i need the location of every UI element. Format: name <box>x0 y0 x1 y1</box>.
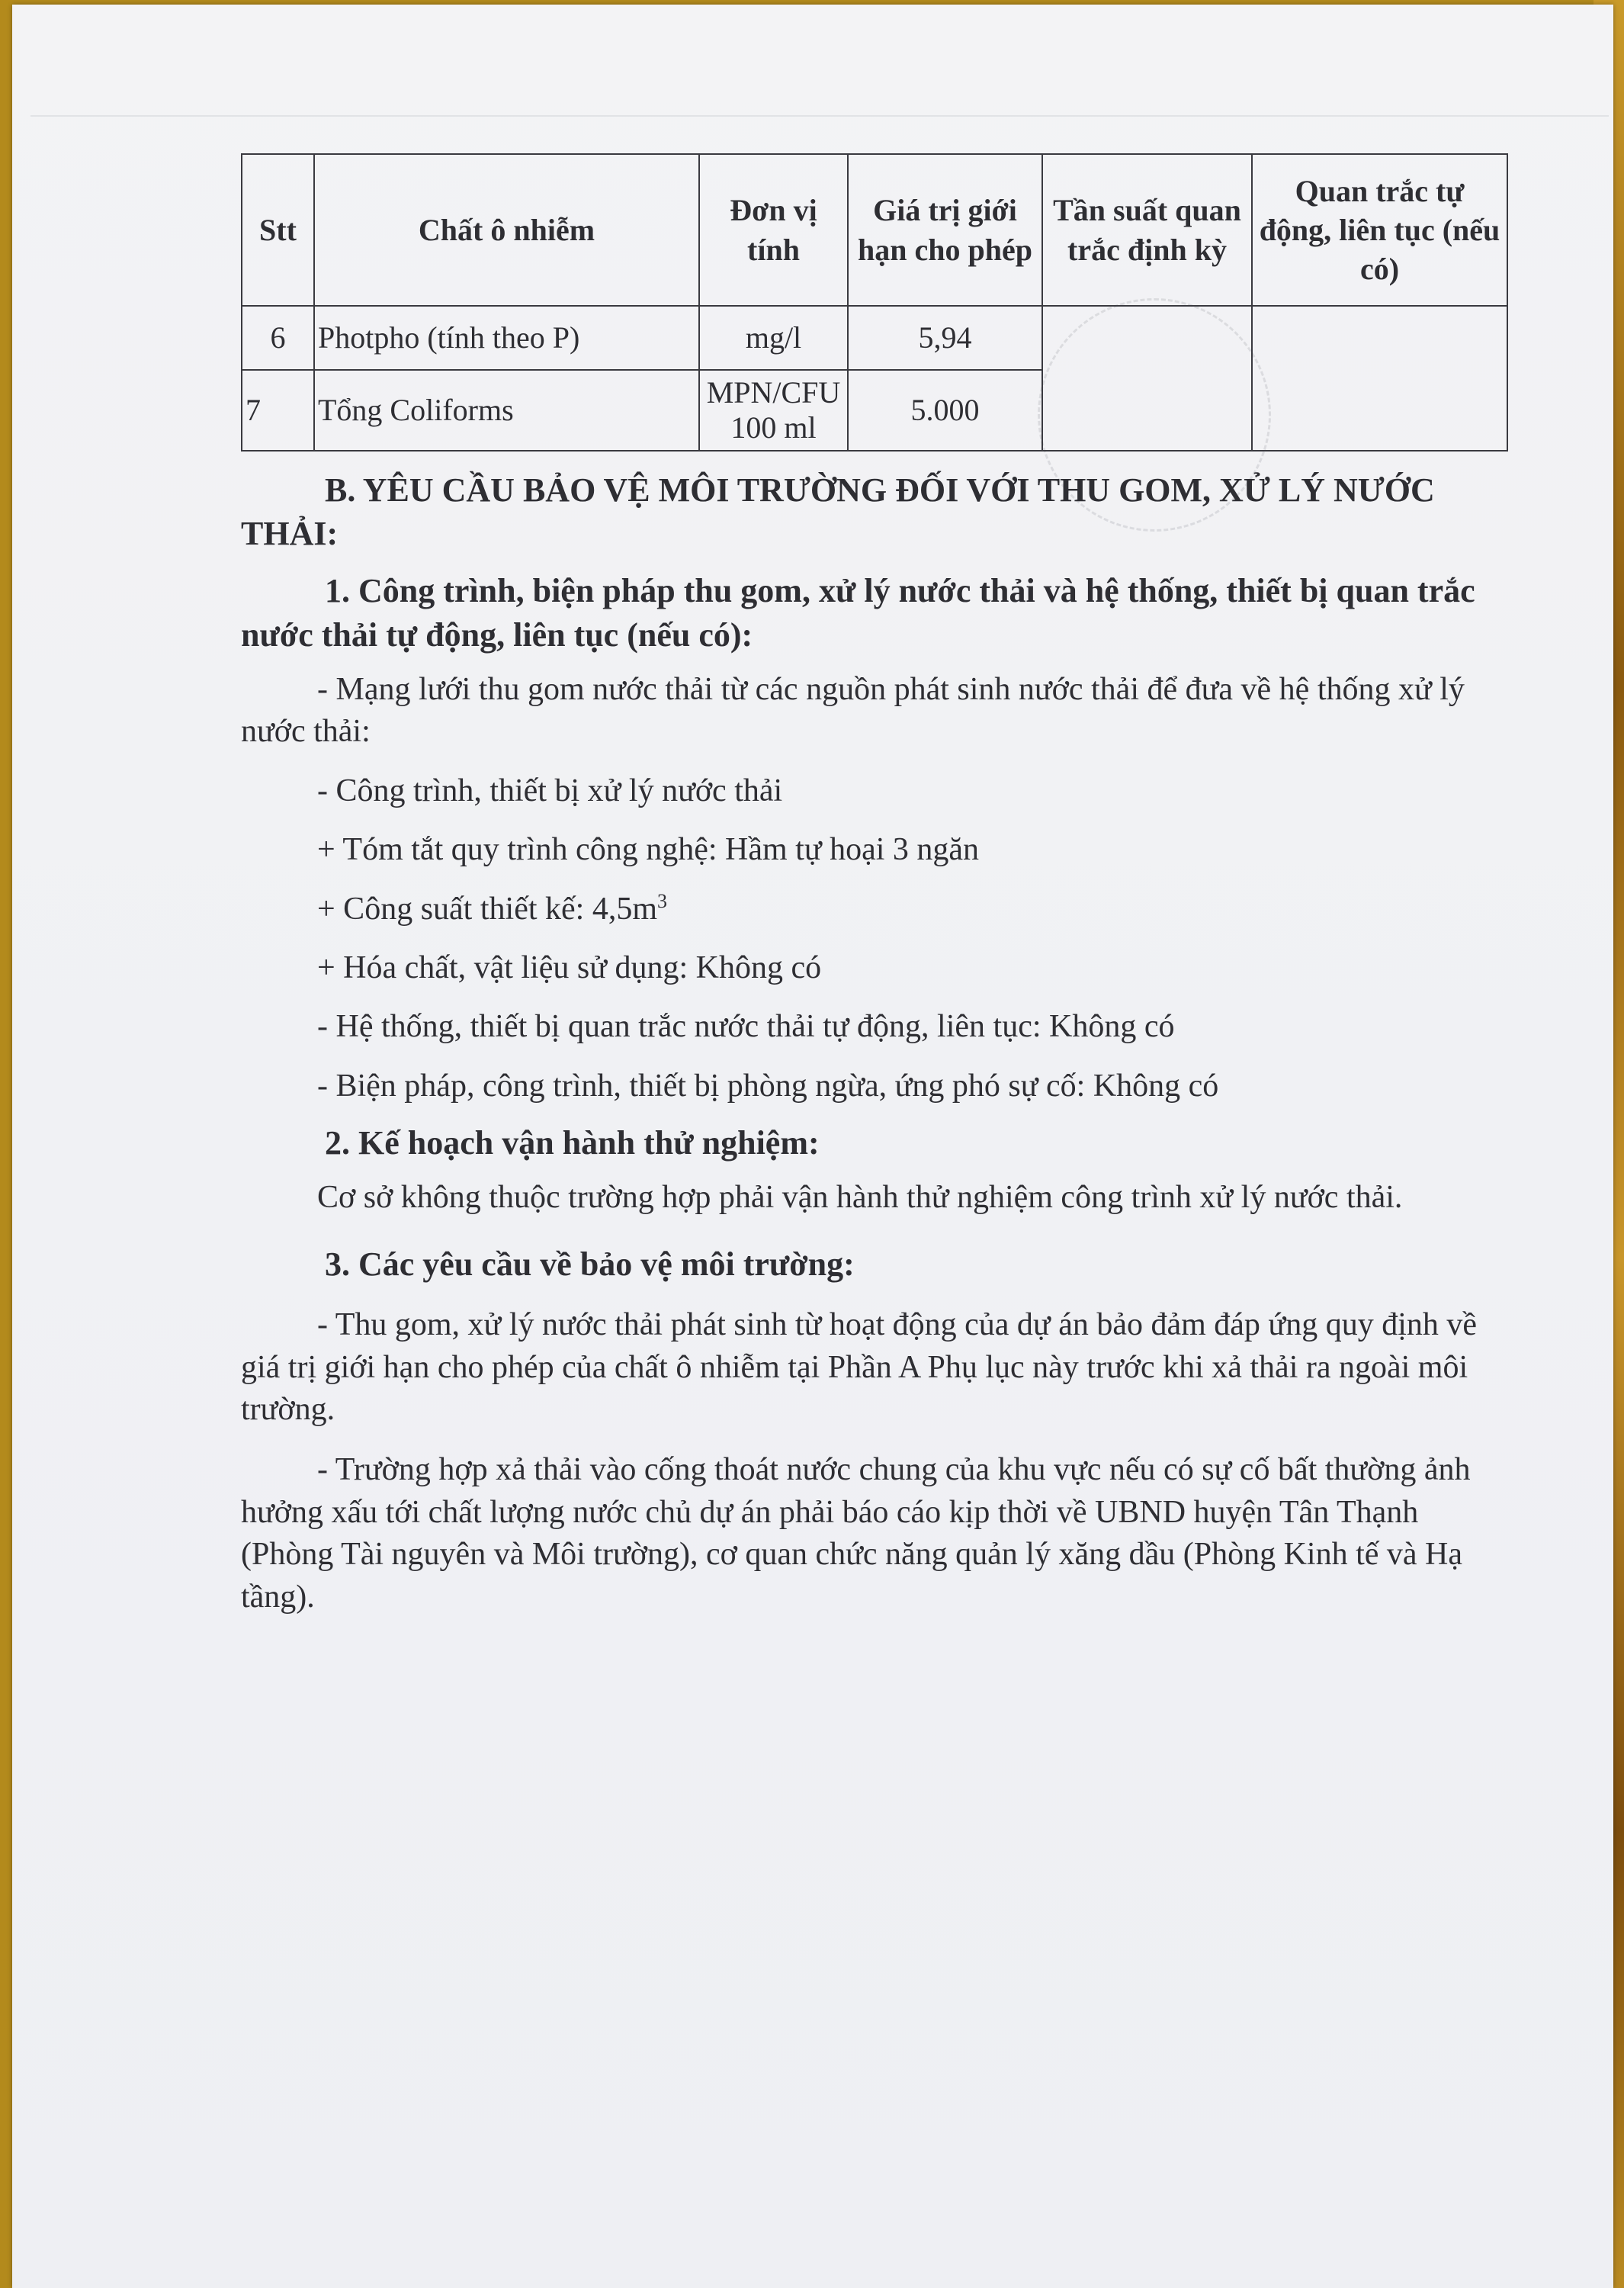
header-stt: Stt <box>242 154 314 306</box>
heading-2: 2. Kế hoạch vận hành thử nghiệm: <box>325 1124 820 1162</box>
cell-limit: 5.000 <box>848 370 1042 451</box>
table-row <box>242 306 1507 370</box>
document-page <box>12 5 1613 2288</box>
paragraph-requirement-2: - Trường hợp xả thải vào cống thoát nước chung của khu vực nếu có sự cố bất thường ảnh hưởng xấu tới chất lượng nước chủ dự án phải báo cáo kịp thời về UBND huyện Tân Thạnh (Phòng Tài nguyên và Môi trường), cơ quan chức năng quản lý xăng dầu (Phòng Kinh tế và Hạ tầng). <box>241 1452 1471 1615</box>
page-content <box>241 153 1507 1618</box>
header-limit: Giá trị giới hạn cho phép <box>848 154 1042 306</box>
paragraph-trial-operation: Cơ sở không thuộc trường hợp phải vận hành thử nghiệm công trình xử lý nước thải. <box>317 1180 1403 1216</box>
cell-pollutant: Tổng Coliforms <box>314 370 699 451</box>
list-item: - Biện pháp, công trình, thiết bị phòng ngừa, ứng phó sự cố: Không có <box>317 1068 1219 1104</box>
cell-pollutant: Photpho (tính theo P) <box>314 306 699 370</box>
cell-unit: MPN/CFU 100 ml <box>699 370 848 451</box>
capacity-superscript: 3 <box>656 889 667 912</box>
cell-stt: 7 <box>242 370 314 451</box>
cell-frequency <box>1042 306 1252 451</box>
list-item: - Hệ thống, thiết bị quan trắc nước thải tự động, liên tục: Không có <box>317 1009 1175 1045</box>
table-header-row <box>242 154 1507 306</box>
list-item: + Tóm tắt quy trình công nghệ: Hầm tự hoại 3 ngăn <box>317 832 980 868</box>
capacity-text: + Công suất thiết kế: 4,5m <box>317 891 657 927</box>
header-auto-monitoring: Quan trắc tự động, liên tục (nếu có) <box>1252 154 1507 306</box>
list-item: + Hóa chất, vật liệu sử dụng: Không có <box>317 950 822 985</box>
header-frequency: Tần suất quan trắc định kỳ <box>1042 154 1252 306</box>
cell-auto-monitoring <box>1252 306 1507 451</box>
paper-fold-line <box>30 115 1609 117</box>
section-b-title: B. YÊU CẦU BẢO VỆ MÔI TRƯỜNG ĐỐI VỚI THU GOM, XỬ LÝ NƯỚC THẢI: <box>241 471 1435 553</box>
heading-1: 1. Công trình, biện pháp thu gom, xử lý nước thải và hệ thống, thiết bị quan trắc nước thải tự động, liên tục (nếu có): <box>241 572 1475 654</box>
header-unit: Đơn vị tính <box>699 154 848 306</box>
paragraph-requirement-1: - Thu gom, xử lý nước thải phát sinh từ hoạt động của dự án bảo đảm đáp ứng quy định về giá trị giới hạn cho phép của chất ô nhiễm tại Phần A Phụ lục này trước khi xả thải ra ngoài môi trường. <box>241 1307 1478 1427</box>
header-pollutant: Chất ô nhiễm <box>314 154 699 306</box>
cell-unit: mg/l <box>699 306 848 370</box>
pollutant-limits-table <box>241 153 1508 451</box>
cell-stt: 6 <box>242 306 314 370</box>
heading-3: 3. Các yêu cầu về bảo vệ môi trường: <box>325 1245 855 1283</box>
list-item: - Công trình, thiết bị xử lý nước thải <box>317 773 783 808</box>
paragraph-collection-network: - Mạng lưới thu gom nước thải từ các nguồn phát sinh nước thải để đưa về hệ thống xử lý nước thải: <box>241 671 1465 750</box>
list-item-capacity <box>241 889 1507 930</box>
cell-limit: 5,94 <box>848 306 1042 370</box>
